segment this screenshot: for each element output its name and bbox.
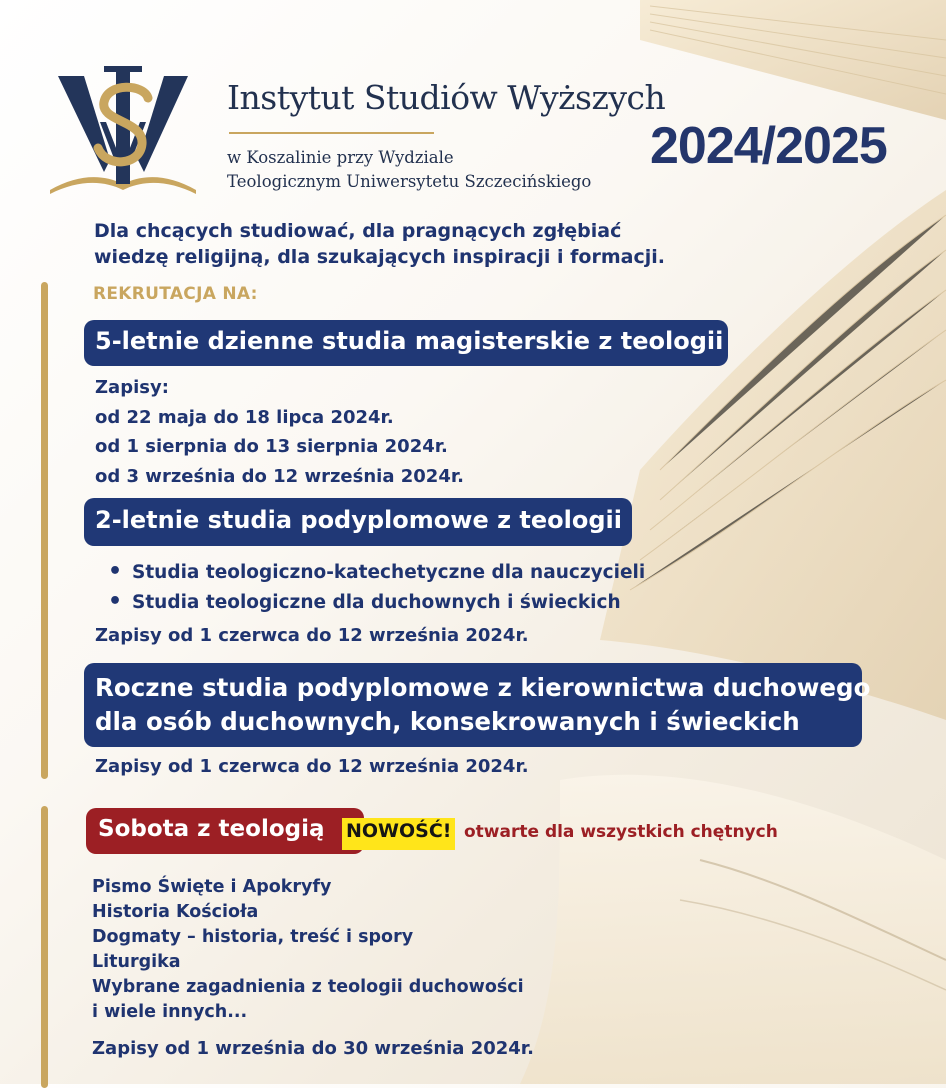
enrollment-line: od 1 sierpnia do 13 sierpnia 2024r. [95, 436, 448, 457]
saturday-topics-list [92, 875, 524, 1025]
list-item: i wiele innych... [92, 1002, 248, 1022]
list-item: Wybrane zagadnienia z teologii duchowości [92, 977, 524, 997]
institute-subtitle-line: Teologicznym Uniwersytetu Szczecińskiego [227, 172, 592, 191]
program-enrollment-spiritual-direction: Zapisy od 1 czerwca do 12 września 2024r. [95, 756, 529, 777]
list-item: Pismo Święte i Apokryfy [92, 877, 332, 897]
program-title-postgrad-2y: 2-letnie studia podyplomowe z teologii [84, 498, 632, 546]
institute-name: Instytut Studiów Wyższych [227, 78, 666, 117]
enrollment-line: od 3 września do 12 września 2024r. [95, 465, 464, 487]
enrollment-line: od 22 maja do 18 lipca 2024r. [95, 406, 394, 428]
program-title-masters: 5-letnie dzienne studia magisterskie z teologii [84, 320, 728, 366]
list-item: Liturgika [92, 952, 181, 972]
program-title-spiritual-direction [84, 663, 871, 747]
academic-year: 2024/2025 [650, 117, 887, 175]
list-item: • Studia teologiczno-katechetyczne dla nauczycieli [108, 557, 645, 587]
intro-text [94, 218, 665, 270]
intro-line: Dla chcących studiować, dla pragnących zgłębiać [94, 220, 622, 242]
gold-side-bar [41, 282, 48, 779]
open-for-all-note: otwarte dla wszystkich chętnych [464, 822, 778, 842]
list-item: • Studia teologiczne dla duchownych i świeckich [108, 587, 645, 617]
list-item: Dogmaty – historia, treść i spory [92, 927, 414, 947]
recruitment-label: REKRUTACJA NA: [93, 284, 258, 304]
gold-side-bar [41, 806, 48, 1088]
program-title-line: Roczne studia podyplomowe z kierownictwa duchowego [95, 673, 871, 702]
new-badge: NOWOŚĆ! [342, 818, 455, 850]
institute-subtitle-line: w Koszalinie przy Wydziale [227, 148, 454, 167]
saturday-enrollment: Zapisy od 1 września do 30 września 2024r. [92, 1038, 534, 1059]
program-title-line: dla osób duchownych, konsekrowanych i świeckich [95, 707, 800, 736]
saturday-title: Sobota z teologią [86, 808, 364, 854]
institute-logo [48, 62, 198, 198]
institute-subtitle [227, 146, 591, 194]
postgrad-specializations-list [108, 557, 645, 617]
program-enrollment-postgrad-2y: Zapisy od 1 czerwca do 12 września 2024r. [95, 625, 529, 646]
program-enrollment-masters [95, 373, 464, 491]
gold-divider [229, 132, 434, 134]
enrollment-line: Zapisy: [95, 377, 169, 398]
intro-line: wiedzę religijną, dla szukających inspiracji i formacji. [94, 246, 665, 268]
list-item: Historia Kościoła [92, 902, 259, 922]
